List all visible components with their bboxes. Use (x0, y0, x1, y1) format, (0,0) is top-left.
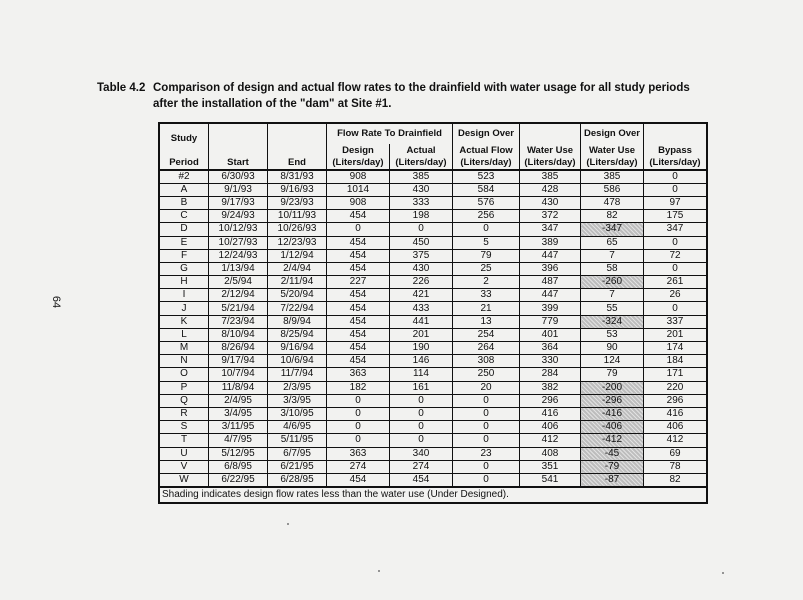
cell-period: G (159, 262, 209, 275)
cell-dova: 0 (453, 421, 520, 434)
cell-dova: 79 (453, 249, 520, 262)
header-bypass-blank (644, 123, 708, 144)
cell-actual: 441 (390, 315, 453, 328)
table-row (159, 394, 707, 407)
cell-end: 9/16/93 (268, 183, 327, 196)
table-row (159, 368, 707, 381)
cell-end: 3/10/95 (268, 407, 327, 420)
cell-start: 7/23/94 (209, 315, 268, 328)
cell-start: 6/22/95 (209, 473, 268, 487)
cell-water: 330 (520, 355, 581, 368)
cell-end: 2/4/94 (268, 262, 327, 275)
cell-dova: 254 (453, 328, 520, 341)
cell-bypass: 0 (644, 183, 708, 196)
cell-design: 274 (327, 460, 390, 473)
header-dovw-l2: Water Use (581, 144, 644, 156)
cell-bypass: 412 (644, 434, 708, 447)
cell-start: 2/5/94 (209, 276, 268, 289)
cell-dova: 0 (453, 460, 520, 473)
cell-dovw: 79 (581, 368, 644, 381)
cell-water: 430 (520, 196, 581, 209)
cell-end: 8/25/94 (268, 328, 327, 341)
cell-dovw: -406 (581, 421, 644, 434)
cell-water: 779 (520, 315, 581, 328)
cell-design: 363 (327, 447, 390, 460)
cell-dova: 0 (453, 394, 520, 407)
cell-period: Q (159, 394, 209, 407)
cell-start: 9/17/94 (209, 355, 268, 368)
cell-end: 10/26/93 (268, 223, 327, 236)
cell-dovw: -87 (581, 473, 644, 487)
header-end-spacer (268, 144, 327, 156)
cell-dova: 2 (453, 276, 520, 289)
header-dova-l1: Design Over (453, 123, 520, 144)
cell-start: 12/24/93 (209, 249, 268, 262)
caption-line-2: after the installation of the "dam" at Site #1. (153, 98, 392, 110)
table-row (159, 210, 707, 223)
table-row (159, 302, 707, 315)
header-study: Study (159, 123, 209, 144)
cell-end: 1/12/94 (268, 249, 327, 262)
cell-dovw: 385 (581, 170, 644, 184)
cell-start: 9/24/93 (209, 210, 268, 223)
cell-end: 9/16/94 (268, 342, 327, 355)
cell-water: 406 (520, 421, 581, 434)
cell-end: 6/21/95 (268, 460, 327, 473)
cell-bypass: 0 (644, 302, 708, 315)
table-row (159, 434, 707, 447)
cell-design: 454 (327, 342, 390, 355)
cell-dovw: -260 (581, 276, 644, 289)
cell-period: U (159, 447, 209, 460)
table-row (159, 342, 707, 355)
cell-bypass: 72 (644, 249, 708, 262)
table-row (159, 276, 707, 289)
cell-dovw: -412 (581, 434, 644, 447)
caption-line-1: Comparison of design and actual flow rates to the drainfield with water usage for all study periods (153, 82, 690, 94)
cell-water: 364 (520, 342, 581, 355)
cell-design: 454 (327, 249, 390, 262)
cell-start: 5/21/94 (209, 302, 268, 315)
cell-period: B (159, 196, 209, 209)
table-caption (97, 80, 690, 112)
cell-water: 412 (520, 434, 581, 447)
table-body (159, 170, 707, 488)
cell-actual: 274 (390, 460, 453, 473)
cell-dova: 13 (453, 315, 520, 328)
cell-actual: 430 (390, 262, 453, 275)
cell-start: 5/12/95 (209, 447, 268, 460)
cell-start: 4/7/95 (209, 434, 268, 447)
cell-bypass: 201 (644, 328, 708, 341)
cell-bypass: 261 (644, 276, 708, 289)
cell-design: 1014 (327, 183, 390, 196)
cell-period: O (159, 368, 209, 381)
cell-start: 8/26/94 (209, 342, 268, 355)
cell-bypass: 82 (644, 473, 708, 487)
cell-design: 454 (327, 473, 390, 487)
cell-dovw: 586 (581, 183, 644, 196)
page-number: 64 (50, 295, 63, 309)
cell-dova: 0 (453, 434, 520, 447)
cell-dova: 0 (453, 407, 520, 420)
cell-bypass: 171 (644, 368, 708, 381)
cell-bypass: 416 (644, 407, 708, 420)
header-actual-units: (Liters/day) (390, 156, 453, 169)
cell-end: 4/6/95 (268, 421, 327, 434)
header-bypass-units: (Liters/day) (644, 156, 708, 169)
table-row (159, 183, 707, 196)
cell-design: 0 (327, 407, 390, 420)
cell-water: 416 (520, 407, 581, 420)
cell-actual: 385 (390, 170, 453, 184)
cell-period: V (159, 460, 209, 473)
cell-actual: 0 (390, 434, 453, 447)
header-dovw-units: (Liters/day) (581, 156, 644, 169)
cell-start: 6/30/93 (209, 170, 268, 184)
cell-dovw: -79 (581, 460, 644, 473)
flow-rate-table (158, 122, 708, 504)
cell-dovw: 53 (581, 328, 644, 341)
cell-dova: 25 (453, 262, 520, 275)
cell-end: 3/3/95 (268, 394, 327, 407)
cell-start: 9/17/93 (209, 196, 268, 209)
cell-dova: 5 (453, 236, 520, 249)
cell-water: 447 (520, 249, 581, 262)
cell-design: 454 (327, 262, 390, 275)
scan-speck (722, 572, 724, 574)
cell-start: 8/10/94 (209, 328, 268, 341)
cell-dova: 584 (453, 183, 520, 196)
table-number: Table 4.2 (97, 82, 146, 94)
cell-design: 0 (327, 394, 390, 407)
cell-actual: 430 (390, 183, 453, 196)
cell-bypass: 0 (644, 236, 708, 249)
table-footnote: Shading indicates design flow rates less than the water use (Under Designed). (159, 487, 707, 503)
header-dova-units: (Liters/day) (453, 156, 520, 169)
cell-water: 401 (520, 328, 581, 341)
cell-dovw: -296 (581, 394, 644, 407)
cell-design: 0 (327, 421, 390, 434)
cell-period: T (159, 434, 209, 447)
cell-actual: 146 (390, 355, 453, 368)
header-period: Period (159, 156, 209, 169)
cell-dova: 250 (453, 368, 520, 381)
cell-period: R (159, 407, 209, 420)
cell-bypass: 296 (644, 394, 708, 407)
cell-actual: 0 (390, 394, 453, 407)
header-end-blank (268, 123, 327, 144)
cell-actual: 433 (390, 302, 453, 315)
cell-bypass: 337 (644, 315, 708, 328)
header-design: Design (327, 144, 390, 156)
cell-period: J (159, 302, 209, 315)
cell-actual: 198 (390, 210, 453, 223)
cell-design: 454 (327, 315, 390, 328)
cell-bypass: 406 (644, 421, 708, 434)
cell-end: 7/22/94 (268, 302, 327, 315)
header-end: End (268, 156, 327, 169)
header-water-units: (Liters/day) (520, 156, 581, 169)
cell-dovw: 58 (581, 262, 644, 275)
cell-period: E (159, 236, 209, 249)
cell-dova: 0 (453, 223, 520, 236)
cell-water: 284 (520, 368, 581, 381)
cell-start: 6/8/95 (209, 460, 268, 473)
cell-actual: 0 (390, 223, 453, 236)
cell-period: W (159, 473, 209, 487)
cell-dovw: 90 (581, 342, 644, 355)
header-flow-rate-group: Flow Rate To Drainfield (327, 123, 453, 144)
cell-actual: 333 (390, 196, 453, 209)
cell-design: 454 (327, 289, 390, 302)
cell-dova: 23 (453, 447, 520, 460)
cell-start: 3/4/95 (209, 407, 268, 420)
cell-start: 10/7/94 (209, 368, 268, 381)
cell-actual: 454 (390, 473, 453, 487)
cell-design: 0 (327, 223, 390, 236)
cell-dovw: 65 (581, 236, 644, 249)
cell-actual: 375 (390, 249, 453, 262)
header-water-blank (520, 123, 581, 144)
cell-design: 0 (327, 434, 390, 447)
cell-bypass: 174 (644, 342, 708, 355)
cell-dovw: -200 (581, 381, 644, 394)
cell-start: 10/12/93 (209, 223, 268, 236)
header-dovw-l1: Design Over (581, 123, 644, 144)
cell-design: 227 (327, 276, 390, 289)
cell-water: 347 (520, 223, 581, 236)
cell-actual: 201 (390, 328, 453, 341)
cell-design: 454 (327, 302, 390, 315)
table-row (159, 460, 707, 473)
cell-bypass: 0 (644, 170, 708, 184)
cell-bypass: 26 (644, 289, 708, 302)
cell-end: 6/7/95 (268, 447, 327, 460)
cell-end: 10/11/93 (268, 210, 327, 223)
cell-water: 408 (520, 447, 581, 460)
cell-actual: 421 (390, 289, 453, 302)
cell-design: 363 (327, 368, 390, 381)
header-start: Start (209, 156, 268, 169)
cell-end: 8/31/93 (268, 170, 327, 184)
cell-period: N (159, 355, 209, 368)
cell-period: H (159, 276, 209, 289)
cell-actual: 161 (390, 381, 453, 394)
cell-period: I (159, 289, 209, 302)
cell-end: 10/6/94 (268, 355, 327, 368)
cell-water: 541 (520, 473, 581, 487)
table-row (159, 421, 707, 434)
cell-period: L (159, 328, 209, 341)
header-bypass: Bypass (644, 144, 708, 156)
cell-dova: 33 (453, 289, 520, 302)
cell-bypass: 78 (644, 460, 708, 473)
cell-bypass: 69 (644, 447, 708, 460)
header-water-use: Water Use (520, 144, 581, 156)
cell-period: A (159, 183, 209, 196)
scan-speck (287, 523, 289, 525)
cell-start: 10/27/93 (209, 236, 268, 249)
cell-dova: 20 (453, 381, 520, 394)
table-row (159, 328, 707, 341)
cell-actual: 340 (390, 447, 453, 460)
cell-dovw: 55 (581, 302, 644, 315)
cell-water: 396 (520, 262, 581, 275)
table-row (159, 381, 707, 394)
cell-design: 454 (327, 355, 390, 368)
cell-dovw: 82 (581, 210, 644, 223)
cell-bypass: 175 (644, 210, 708, 223)
cell-water: 296 (520, 394, 581, 407)
table-row (159, 289, 707, 302)
cell-end: 5/11/95 (268, 434, 327, 447)
cell-end: 2/11/94 (268, 276, 327, 289)
cell-bypass: 220 (644, 381, 708, 394)
cell-period: D (159, 223, 209, 236)
table-row (159, 407, 707, 420)
cell-design: 454 (327, 328, 390, 341)
cell-dova: 21 (453, 302, 520, 315)
header-design-units: (Liters/day) (327, 156, 390, 169)
table-row (159, 262, 707, 275)
cell-end: 9/23/93 (268, 196, 327, 209)
table-row (159, 447, 707, 460)
cell-end: 8/9/94 (268, 315, 327, 328)
cell-dovw: -347 (581, 223, 644, 236)
cell-water: 487 (520, 276, 581, 289)
cell-design: 454 (327, 210, 390, 223)
cell-end: 2/3/95 (268, 381, 327, 394)
cell-dova: 256 (453, 210, 520, 223)
cell-design: 908 (327, 170, 390, 184)
header-start-blank (209, 123, 268, 144)
cell-actual: 114 (390, 368, 453, 381)
cell-dova: 308 (453, 355, 520, 368)
cell-start: 3/11/95 (209, 421, 268, 434)
table-row (159, 315, 707, 328)
cell-bypass: 347 (644, 223, 708, 236)
table-row (159, 223, 707, 236)
cell-dova: 576 (453, 196, 520, 209)
cell-bypass: 0 (644, 262, 708, 275)
cell-period: S (159, 421, 209, 434)
table-row (159, 249, 707, 262)
cell-actual: 190 (390, 342, 453, 355)
cell-period: P (159, 381, 209, 394)
cell-end: 12/23/93 (268, 236, 327, 249)
cell-dovw: 7 (581, 289, 644, 302)
cell-dova: 523 (453, 170, 520, 184)
scan-speck (378, 570, 380, 572)
cell-water: 399 (520, 302, 581, 315)
cell-start: 2/4/95 (209, 394, 268, 407)
cell-dova: 0 (453, 473, 520, 487)
cell-design: 182 (327, 381, 390, 394)
cell-period: C (159, 210, 209, 223)
cell-water: 389 (520, 236, 581, 249)
cell-period: F (159, 249, 209, 262)
cell-actual: 0 (390, 407, 453, 420)
cell-water: 428 (520, 183, 581, 196)
cell-dovw: -45 (581, 447, 644, 460)
cell-actual: 226 (390, 276, 453, 289)
cell-end: 5/20/94 (268, 289, 327, 302)
cell-period: #2 (159, 170, 209, 184)
table-row (159, 355, 707, 368)
cell-design: 908 (327, 196, 390, 209)
cell-dovw: -416 (581, 407, 644, 420)
header-actual: Actual (390, 144, 453, 156)
cell-water: 351 (520, 460, 581, 473)
cell-bypass: 97 (644, 196, 708, 209)
cell-start: 1/13/94 (209, 262, 268, 275)
cell-end: 6/28/95 (268, 473, 327, 487)
table-row (159, 236, 707, 249)
cell-actual: 450 (390, 236, 453, 249)
header-dova-l2: Actual Flow (453, 144, 520, 156)
cell-bypass: 184 (644, 355, 708, 368)
table-row (159, 473, 707, 487)
table-row (159, 170, 707, 184)
cell-actual: 0 (390, 421, 453, 434)
cell-period: M (159, 342, 209, 355)
cell-dovw: 7 (581, 249, 644, 262)
header-start-spacer (209, 144, 268, 156)
cell-start: 9/1/93 (209, 183, 268, 196)
cell-end: 11/7/94 (268, 368, 327, 381)
cell-start: 2/12/94 (209, 289, 268, 302)
cell-design: 454 (327, 236, 390, 249)
header-study-l1-spacer (159, 144, 209, 156)
cell-water: 372 (520, 210, 581, 223)
cell-water: 447 (520, 289, 581, 302)
cell-water: 385 (520, 170, 581, 184)
table-row (159, 196, 707, 209)
cell-water: 382 (520, 381, 581, 394)
cell-dovw: -324 (581, 315, 644, 328)
cell-dova: 264 (453, 342, 520, 355)
cell-period: K (159, 315, 209, 328)
cell-dovw: 124 (581, 355, 644, 368)
cell-dovw: 478 (581, 196, 644, 209)
cell-start: 11/8/94 (209, 381, 268, 394)
